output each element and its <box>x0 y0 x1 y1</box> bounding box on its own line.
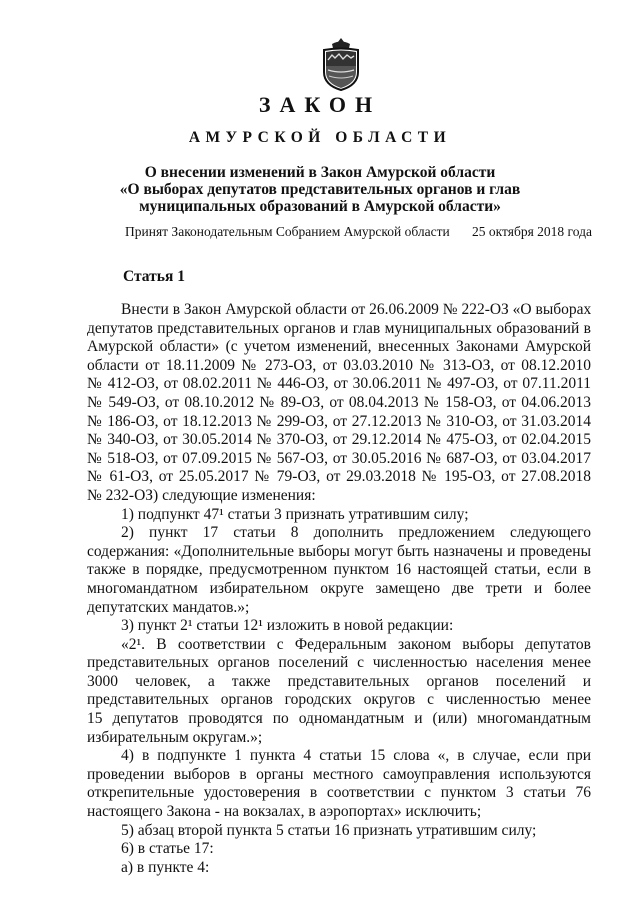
body-line: 1) подпункт 47¹ статьи 3 признать утратившим силу; <box>121 505 469 523</box>
title-line: О внесении изменений в Закон Амурской области <box>144 164 496 181</box>
document-title <box>60 164 580 215</box>
body-line: а) в пункте 4: <box>121 858 210 876</box>
title-line: муниципальных образований в Амурской области» <box>139 198 501 215</box>
body-line: № 518-ОЗ, от 07.09.2015 № 567-ОЗ, от 30.05.2016 № 687-ОЗ, от 03.04.2017 <box>87 449 591 467</box>
body-line: многомандатном избирательном округе замещено две трети и более <box>87 579 591 597</box>
adopted-by-text: Принят Законодательным Собранием Амурской области <box>125 224 450 239</box>
body-line: Внести в Закон Амурской области от 26.06.2009 № 222-ОЗ «О выборах <box>121 301 591 318</box>
adoption-line <box>125 224 592 240</box>
article-heading: Статья 1 <box>123 268 185 285</box>
body-line: № 412-ОЗ, от 08.02.2011 № 446-ОЗ, от 30.06.2011 № 497-ОЗ, от 07.11.2011 <box>87 375 591 393</box>
body-line: 15 депутатов проводятся по одномандатным и (или) многомандатным <box>87 710 591 728</box>
body-line: избирательным округам.»; <box>87 728 263 746</box>
body-line: «2¹. В соответствии с Федеральным законом выборы депутатов <box>121 635 591 653</box>
body-line: № 232-ОЗ) следующие изменения: <box>87 486 316 504</box>
body-line: 4) в подпункте 1 пункта 4 статьи 15 слова «, в случае, если при <box>121 747 591 765</box>
body-line: также в порядке, предусмотренном пунктом 16 настоящей статьи, если в <box>87 561 591 579</box>
body-line: № 549-ОЗ, от 08.10.2012 № 89-ОЗ, от 08.04.2013 № 158-ОЗ, от 04.06.2013 <box>87 393 591 411</box>
region-heading: АМУРСКОЙ ОБЛАСТИ <box>188 129 452 146</box>
body-line: открепительные удостоверения в соответствии с пунктом 3 статьи 76 <box>87 784 591 802</box>
body-line: № 186-ОЗ, от 18.12.2013 № 299-ОЗ, от 27.12.2013 № 310-ОЗ, от 31.03.2014 <box>87 412 591 430</box>
title-line: «О выборах депутатов представительных органов и глав <box>119 181 521 198</box>
body-line: Амурской области» (с учетом изменений, внесенных Законами Амурской <box>87 338 591 356</box>
adoption-date: 25 октября 2018 года <box>472 224 592 239</box>
body-line: № 61-ОЗ, от 25.05.2017 № 79-ОЗ, от 29.03.2018 № 195-ОЗ, от 27.08.2018 <box>87 468 591 486</box>
body-line: № 340-ОЗ, от 30.05.2014 № 370-ОЗ, от 29.12.2014 № 475-ОЗ, от 02.04.2015 <box>87 431 591 449</box>
body-line: 5) абзац второй пункта 5 статьи 16 признать утратившим силу; <box>121 821 537 839</box>
body-line: области от 18.11.2009 № 273-ОЗ, от 03.03.2010 № 313-ОЗ, от 08.12.2010 <box>87 356 591 374</box>
body-line: представительных органов поселений с численностью населения менее <box>87 654 591 672</box>
body-line: 6) в статье 17: <box>121 840 214 858</box>
body-line: 2) пункт 17 статьи 8 дополнить предложением следующего <box>121 524 591 542</box>
body-line: депутатских мандатов.»; <box>87 598 250 616</box>
body-line: проведении выборов в органы местного самоуправления используются <box>87 765 591 783</box>
document-type-heading: ЗАКОН <box>258 92 382 117</box>
body-line: 3) пункт 2¹ статьи 12¹ изложить в новой редакции: <box>121 617 454 635</box>
article-body <box>87 301 591 877</box>
body-line: содержания: «Дополнительные выборы могут быть назначены и проведены <box>87 542 591 560</box>
coat-of-arms-icon <box>318 36 364 92</box>
body-line: представительных органов городских округов с численностью менее <box>87 691 591 709</box>
body-line: депутатов представительных органов и глав муниципальных образований в <box>87 319 591 337</box>
body-line: 3000 человек, а также представительных органов поселений и <box>87 672 591 690</box>
body-line: настоящего Закона - на вокзалах, в аэропортах» исключить; <box>87 803 482 821</box>
